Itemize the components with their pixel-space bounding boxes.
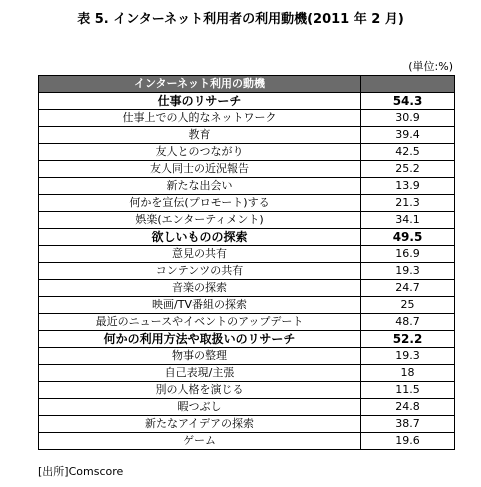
row-label: 最近のニュースやイベントのアップデート: [39, 314, 361, 331]
row-value: 24.8: [361, 399, 455, 416]
row-value: 24.7: [361, 280, 455, 297]
header-label: インターネット利用の動機: [39, 76, 361, 93]
table-row: [39, 433, 455, 450]
row-value: 11.5: [361, 382, 455, 399]
row-label: 教育: [39, 127, 361, 144]
table-row: [39, 161, 455, 178]
table-title: 表 5. インターネット利用者の利用動機(2011 年 2 月): [77, 12, 404, 27]
row-value: 49.5: [361, 229, 455, 246]
row-label: 音楽の探索: [39, 280, 361, 297]
row-label: 何かの利用方法や取扱いのリサーチ: [39, 331, 361, 348]
table-row: [39, 348, 455, 365]
row-value: 54.3: [361, 93, 455, 110]
motivation-table: [38, 75, 455, 450]
row-label: 自己表現/主張: [39, 365, 361, 382]
row-value: 52.2: [361, 331, 455, 348]
table-row: [39, 229, 455, 246]
row-value: 19.6: [361, 433, 455, 450]
row-label: 欲しいものの探索: [39, 229, 361, 246]
row-label: 映画/TV番組の探索: [39, 297, 361, 314]
table-row: [39, 93, 455, 110]
table-row: [39, 263, 455, 280]
unit-label: (単位:%): [408, 60, 453, 73]
row-value: 42.5: [361, 144, 455, 161]
row-label: 暇つぶし: [39, 399, 361, 416]
header-value: [361, 76, 455, 93]
table-header-row: [39, 76, 455, 93]
row-value: 19.3: [361, 348, 455, 365]
table-row: [39, 314, 455, 331]
row-label: 別の人格を演じる: [39, 382, 361, 399]
row-value: 34.1: [361, 212, 455, 229]
row-label: 友人同士の近況報告: [39, 161, 361, 178]
table-row: [39, 127, 455, 144]
row-label: 娯楽(エンターティメント): [39, 212, 361, 229]
table-row: [39, 110, 455, 127]
row-value: 25.2: [361, 161, 455, 178]
row-value: 19.3: [361, 263, 455, 280]
row-label: 仕事上での人的なネットワーク: [39, 110, 361, 127]
row-label: 意見の共有: [39, 246, 361, 263]
table-row: [39, 331, 455, 348]
row-value: 39.4: [361, 127, 455, 144]
row-label: 新たなアイデアの探索: [39, 416, 361, 433]
row-value: 25: [361, 297, 455, 314]
row-label: 新たな出会い: [39, 178, 361, 195]
table-row: [39, 212, 455, 229]
row-value: 48.7: [361, 314, 455, 331]
table-row: [39, 144, 455, 161]
row-value: 13.9: [361, 178, 455, 195]
row-label: 友人とのつながり: [39, 144, 361, 161]
table-row: [39, 246, 455, 263]
table-row: [39, 382, 455, 399]
table-row: [39, 416, 455, 433]
row-value: 30.9: [361, 110, 455, 127]
table-row: [39, 399, 455, 416]
row-value: 18: [361, 365, 455, 382]
table-row: [39, 365, 455, 382]
row-label: 何かを宣伝(プロモート)する: [39, 195, 361, 212]
table-row: [39, 195, 455, 212]
row-value: 38.7: [361, 416, 455, 433]
row-value: 16.9: [361, 246, 455, 263]
row-label: コンテンツの共有: [39, 263, 361, 280]
table-row: [39, 280, 455, 297]
row-label: ゲーム: [39, 433, 361, 450]
row-label: 仕事のリサーチ: [39, 93, 361, 110]
row-label: 物事の整理: [39, 348, 361, 365]
source-note: [出所]Comscore: [38, 465, 124, 478]
row-value: 21.3: [361, 195, 455, 212]
table-row: [39, 297, 455, 314]
table-row: [39, 178, 455, 195]
